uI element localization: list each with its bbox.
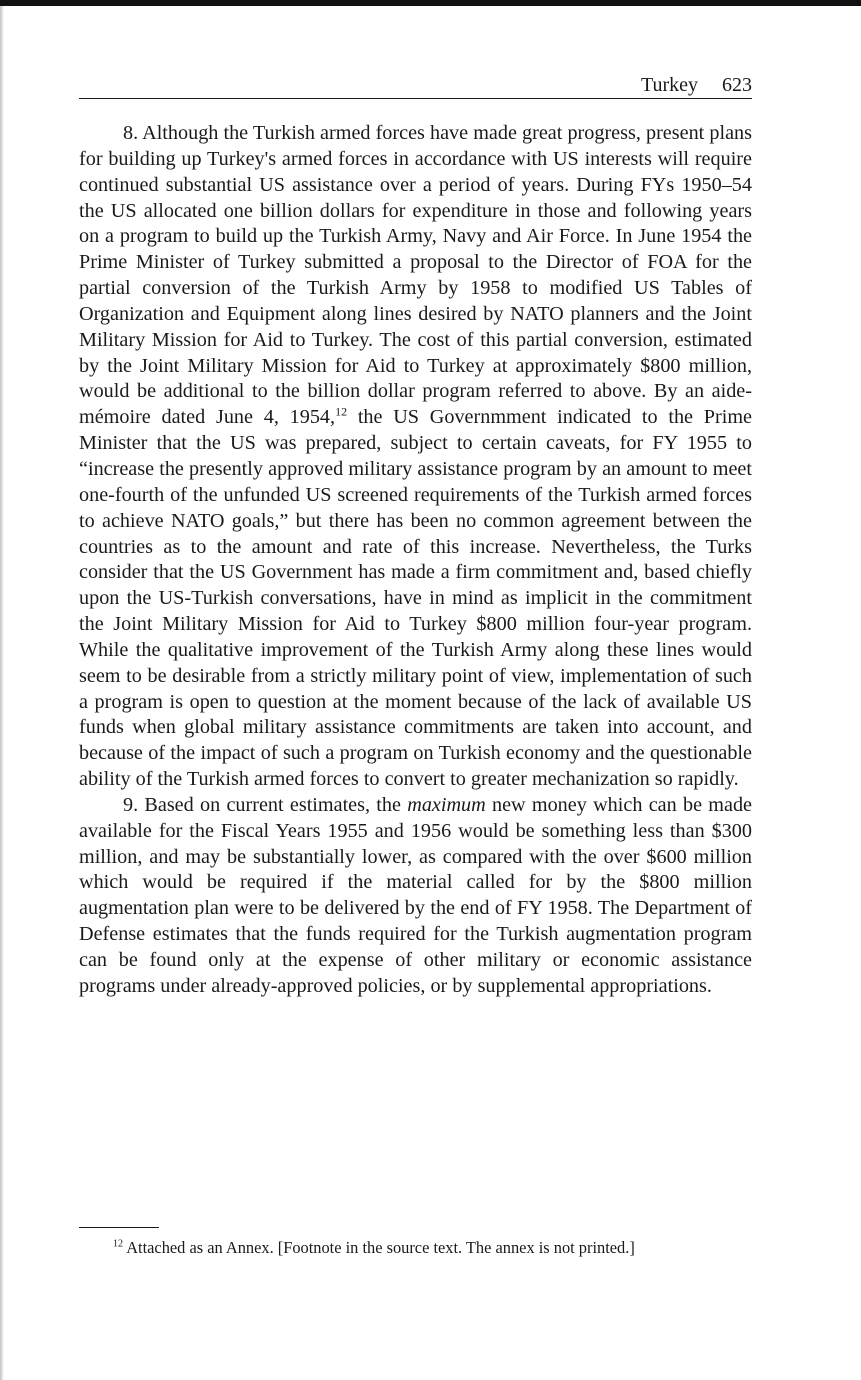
paragraph-8 bbox=[79, 121, 752, 793]
footnote bbox=[79, 1237, 752, 1259]
paragraph-8-text-start: 8. Although the Turkish armed forces have made great progress, present plans for building up Turkey's armed forces in accordance with US interests will require continued substantial US assistance over a period of years. During FYs 1950–54 the US allocated one billion dollars for expenditure in those and following years on a program to build up the Turkish Army, Navy and Air Force. In June 1954 the Prime Minister of Turkey submitted a proposal to the Director of FOA for the partial conversion of the Turkish Army by 1958 to modified US Tables of Organization and Equipment along lines desired by NATO planners and the Joint Military Mission for Aid to Turkey. The cost of this partial conversion, estimated by the Joint Military Mission for Aid to Turkey at approximately $800 million, would be additional to the billion dollar program referred to above. By an aide-mémoire dated June 4, 1954, bbox=[79, 122, 752, 429]
paragraph-9 bbox=[79, 793, 752, 1000]
footnote-divider bbox=[79, 1227, 159, 1228]
footnote-reference: 12 bbox=[335, 404, 348, 419]
running-head bbox=[79, 74, 752, 99]
footnote-text: Attached as an Annex. [Footnote in the source text. The annex is not printed.] bbox=[126, 1238, 635, 1257]
paragraph-9-emphasis: maximum bbox=[407, 793, 486, 816]
page-left-edge bbox=[0, 6, 4, 1380]
paragraph-9-text-end: new money which can be made available for the Fiscal Years 1955 and 1956 would be something less than $300 million, and may be substantially lower, as compared with the over $600 million which would be required if the material called for by the $800 million augmentation plan were to be delivered by the end of FY 1958. The Department of Defense estimates that the funds required for the Turkish augmentation program can be found only at the expense of other military or economic assistance programs under already-approved policies, or by supplemental appropriations. bbox=[79, 793, 753, 997]
footnote-number: 12 bbox=[113, 1238, 123, 1250]
paragraph-8-text-end: the US Governmment indicated to the Prime Minister that the US was prepared, subject to certain caveats, for FY 1955 to “increase the presently approved military assistance program by an amount to meet one-fourth of the unfunded US screened requirements of the Turkish armed forces to achieve NATO goals,” but there has been no common agreement between the countries as to the amount and rate of this increase. Nevertheless, the Turks consider that the US Government has made a firm commitment and, based chiefly upon the US-Turkish conversations, have in mind as implicit in the commitment the Joint Military Mission for Aid to Turkey $800 million four-year program. While the qualitative improvement of the Turkish Army along these lines would seem to be desirable from a strictly military point of view, implementation of such a program is open to question at the moment because of the lack of available US funds when global military assistance commitments are taken into account, and because of the impact of such a program on Turkish economy and the questionable ability of the Turkish armed forces to convert to greater mechanization so rapidly. bbox=[79, 406, 752, 791]
page-top-border bbox=[0, 0, 861, 6]
body-text bbox=[79, 121, 752, 1000]
paragraph-9-text-start: 9. Based on current estimates, the bbox=[123, 793, 408, 816]
page-number: 623 bbox=[722, 74, 752, 96]
running-head-title: Turkey bbox=[640, 74, 698, 96]
